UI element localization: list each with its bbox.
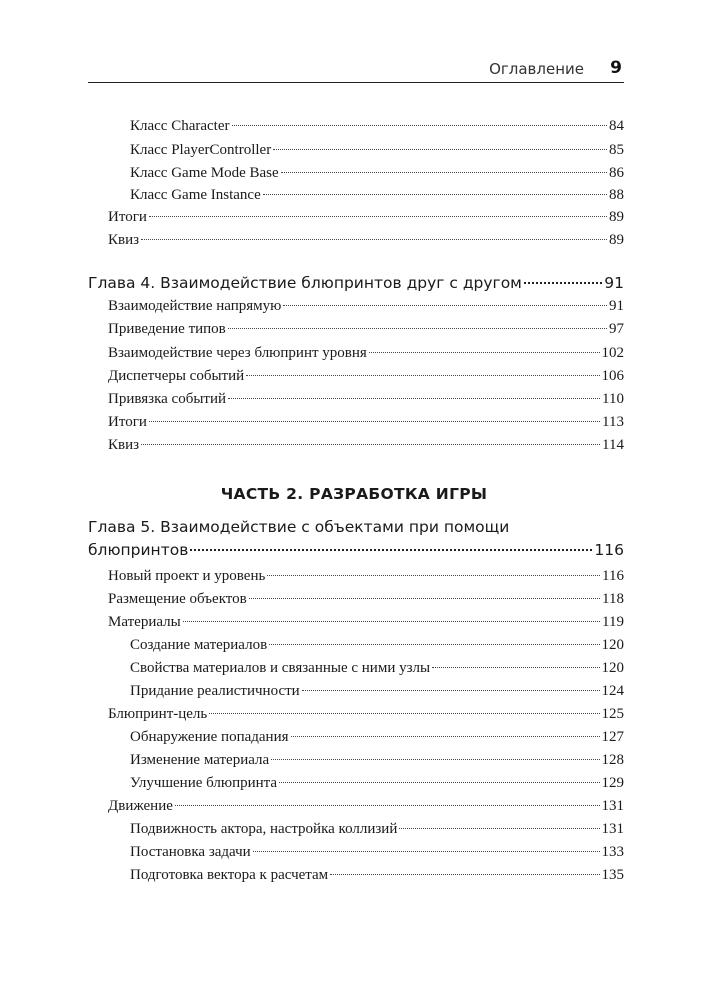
toc-entry-page: 129 [601,775,624,791]
toc-entry [130,681,624,701]
toc-entry-label: Квиз [108,437,140,453]
dot-leader [281,172,607,173]
dot-leader [246,375,599,376]
toc-entry-page: 131 [601,821,624,837]
toc-entry-page: 89 [609,232,624,248]
toc-entry [108,612,624,632]
toc-entry-label: Придание реалистичности [130,683,300,699]
toc-entry-page: 125 [601,706,624,722]
page-number: 9 [610,58,622,78]
toc-entry-label: Класс Character [130,118,230,134]
toc-entry [108,435,624,455]
toc-entry [108,566,624,586]
toc-entry [130,750,624,770]
dot-leader [291,736,600,737]
toc-entry-page: 131 [601,798,624,814]
toc-entry-label: Привязка событий [108,391,227,407]
toc-entry [130,185,624,205]
toc-entry-label: Приведение типов [108,321,226,337]
toc-entry-label: Подвижность актора, настройка коллизий [130,821,398,837]
toc-entry-page: 85 [609,142,624,158]
toc-entry [130,163,624,183]
part-heading: ЧАСТЬ 2. РАЗРАБОТКА ИГРЫ [220,485,488,503]
toc-entry-label: Итоги [108,209,147,225]
toc-entry-page: 88 [609,187,624,203]
toc-entry [130,773,624,793]
toc-entry-page: 91 [604,274,624,292]
chapter-title-line: Глава 5. Взаимодействие с объектами при помощи [88,518,510,536]
toc-entry-page: 86 [609,165,624,181]
header-rule [88,82,624,83]
toc-entry-label: Итоги [108,414,147,430]
dot-leader [399,828,599,829]
dot-leader [253,851,600,852]
dot-leader [267,575,600,576]
toc-entry-label: Квиз [108,232,140,248]
dot-leader [175,805,600,806]
toc-entry-label: Диспетчеры событий [108,368,245,384]
toc-entry-page: 113 [602,414,624,430]
toc-entry [130,842,624,862]
dot-leader [249,598,600,599]
toc-entry [108,796,624,816]
toc-entry [108,230,624,250]
toc-entry [108,296,624,316]
toc-entry-label: Постановка задачи [130,844,251,860]
dot-leader [183,621,600,622]
toc-entry-page: 84 [609,118,624,134]
toc-entry [130,727,624,747]
toc-entry-page: 128 [601,752,624,768]
toc-entry-label: Взаимодействие напрямую [108,298,282,314]
toc-entry-page: 124 [601,683,624,699]
toc-entry [130,819,624,839]
toc-entry-page: 120 [601,637,624,653]
toc-entry-label: Класс Game Instance [130,187,261,203]
dot-leader [369,352,600,353]
toc-entry-label: Движение [108,798,173,814]
toc-entry-page: 116 [594,541,624,559]
running-head [88,58,624,80]
toc-entry-page: 110 [602,391,624,407]
toc-entry [108,412,624,432]
toc-entry-label: блюпринтов [88,541,189,559]
toc-entry-page: 133 [601,844,624,860]
toc-entry-label: Блюпринт-цель [108,706,208,722]
toc-entry-label: Улучшение блюпринта [130,775,278,791]
dot-leader [279,782,599,783]
toc-entry-page: 127 [601,729,624,745]
toc-entry [108,389,624,409]
dot-leader [269,644,599,645]
dot-leader [149,216,607,217]
dot-leader [228,398,600,399]
toc-entry-label: Глава 4. Взаимодействие блюпринтов друг с другом [88,274,522,292]
toc-entry-page: 102 [601,345,624,361]
toc-entry [108,704,624,724]
dot-leader [190,549,592,551]
toc-entry-label: Создание материалов [130,637,268,653]
dot-leader [141,444,600,445]
toc-entry-page: 120 [601,660,624,676]
toc-entry-label: Изменение материала [130,752,270,768]
dot-leader [263,194,607,195]
dot-leader [232,125,607,126]
toc-entry [108,207,624,227]
toc-entry-page: 118 [602,591,624,607]
toc-entry-label: Размещение объектов [108,591,247,607]
toc-entry [108,589,624,609]
toc-entry-label: Обнаружение попадания [130,729,289,745]
toc-entry-page: 106 [601,368,624,384]
toc-chapter-entry [88,273,624,293]
dot-leader [149,421,600,422]
toc-entry-label: Подготовка вектора к расчетам [130,867,329,883]
toc-entry [108,343,624,363]
toc-entry-label: Класс Game Mode Base [130,165,279,181]
toc-entry-label: Материалы [108,614,181,630]
dot-leader [302,690,600,691]
toc-entry-page: 119 [602,614,624,630]
dot-leader [141,239,607,240]
toc-entry [130,635,624,655]
toc-entry-page: 89 [609,209,624,225]
toc-entry-label: Новый проект и уровень [108,568,266,584]
toc-entry [108,366,624,386]
toc-chapter-entry [88,540,624,560]
toc-entry-label: Свойства материалов и связанные с ними узлы [130,660,431,676]
dot-leader [330,874,599,875]
toc-entry-label: Взаимодействие через блюпринт уровня [108,345,367,361]
toc-entry [130,140,624,160]
dot-leader [273,149,607,150]
dot-leader [524,282,602,284]
toc-entry-page: 116 [602,568,624,584]
dot-leader [283,305,607,306]
toc-entry [130,116,624,136]
toc-entry-page: 135 [601,867,624,883]
running-head-title: Оглавление [489,60,584,78]
dot-leader [209,713,599,714]
toc-entry [130,865,624,885]
toc-entry-label: Класс PlayerController [130,142,272,158]
dot-leader [432,667,599,668]
dot-leader [228,328,607,329]
toc-entry-page: 114 [602,437,624,453]
dot-leader [271,759,599,760]
toc-entry [108,319,624,339]
toc-entry [130,658,624,678]
toc-entry-page: 97 [609,321,624,337]
toc-entry-page: 91 [609,298,624,314]
